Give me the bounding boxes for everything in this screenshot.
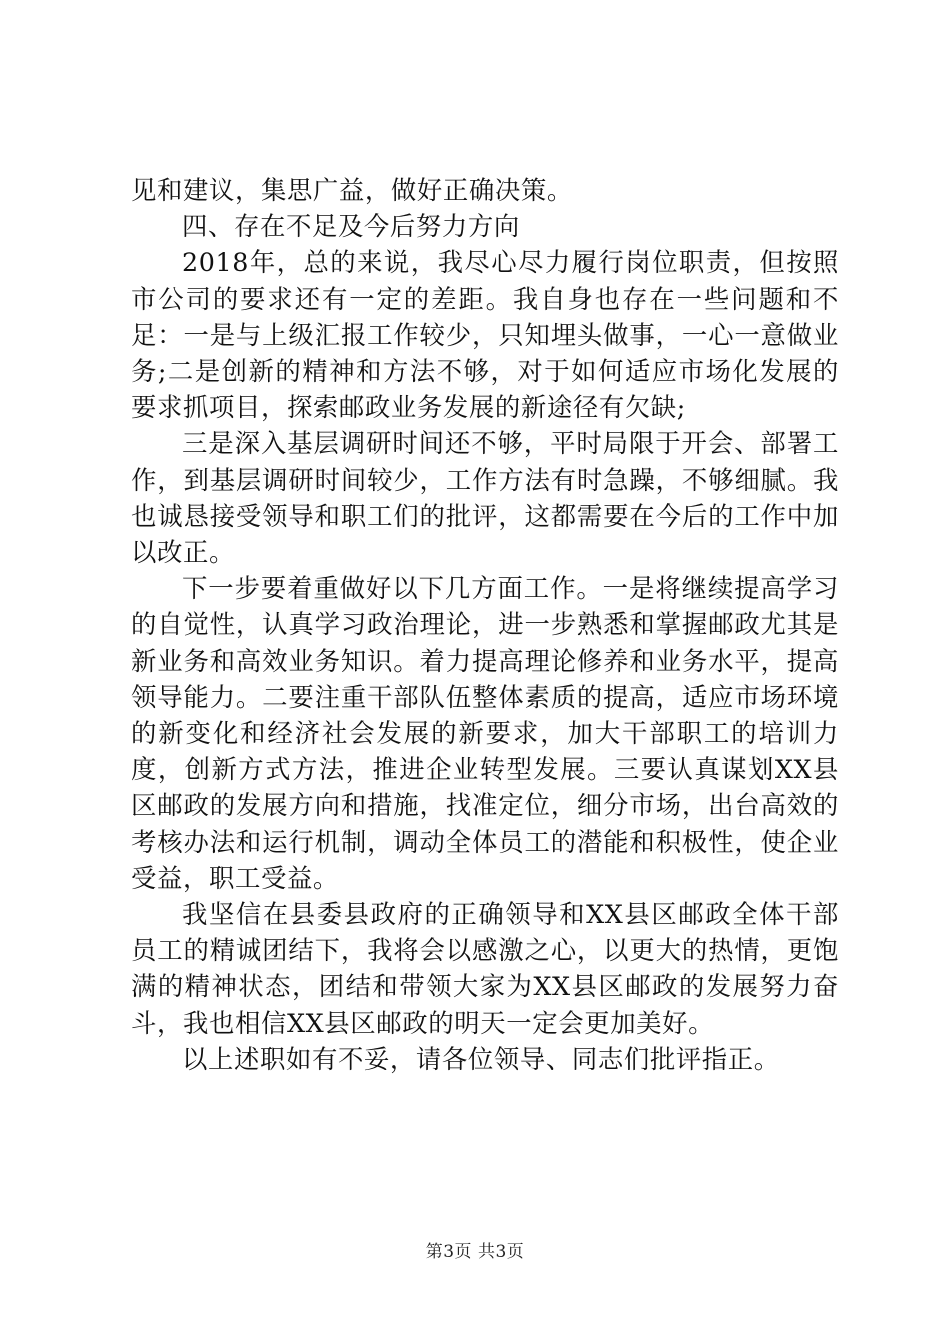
paragraph-third-point: 三是深入基层调研时间还不够，平时局限于开会、部署工作，到基层调研时间较少，工作方法有时急躁，不够细腻。我也诚恳接受领导和职工们的批评，这都需要在今后的工作中加以改正。 <box>131 428 839 568</box>
paragraph-next-steps: 下一步要着重做好以下几方面工作。一是将继续提高学习的自觉性，认真学习政治理论，进一步熟悉和掌握邮政尤其是新业务和高效业务知识。着力提高理论修养和业务水平，提高领导能力。二要注重干部队伍整体素质的提高，适应市场环境的新变化和经济社会发展的新要求，加大干部职工的培训力度，创新方式方法，推进企业转型发展。三要认真谋划XX县区邮政的发展方向和措施，找准定位，细分市场，出台高效的考核办法和运行机制，调动全体员工的潜能和积极性，使企业受益，职工受益。 <box>131 573 839 893</box>
paragraph-conviction: 我坚信在县委县政府的正确领导和XX县区邮政全体干部员工的精诚团结下，我将会以感激之心，以更大的热情，更饱满的精神状态，团结和带领大家为XX县区邮政的发展努力奋斗，我也相信XX县区邮政的明天一定会更加美好。 <box>131 899 839 1038</box>
section-heading: 四、存在不足及今后努力方向 <box>182 211 520 242</box>
paragraph-shortcomings: 2018年，总的来说，我尽心尽力履行岗位职责，但按照市公司的要求还有一定的差距。我自身也存在一些问题和不足：一是与上级汇报工作较少，只知埋头做事，一心一意做业务;二是创新的精神和方法不够，对于如何适应市场化发展的要求抓项目，探索邮政业务发展的新途径有欠缺; <box>131 247 839 423</box>
page-number-footer: 第3页 共3页 <box>425 1242 525 1262</box>
document-body <box>131 172 839 1077</box>
paragraph-closing: 以上述职如有不妥，请各位领导、同志们批评指正。 <box>182 1043 780 1074</box>
paragraph-continuation: 见和建议，集思广益，做好正确决策。 <box>131 175 573 205</box>
